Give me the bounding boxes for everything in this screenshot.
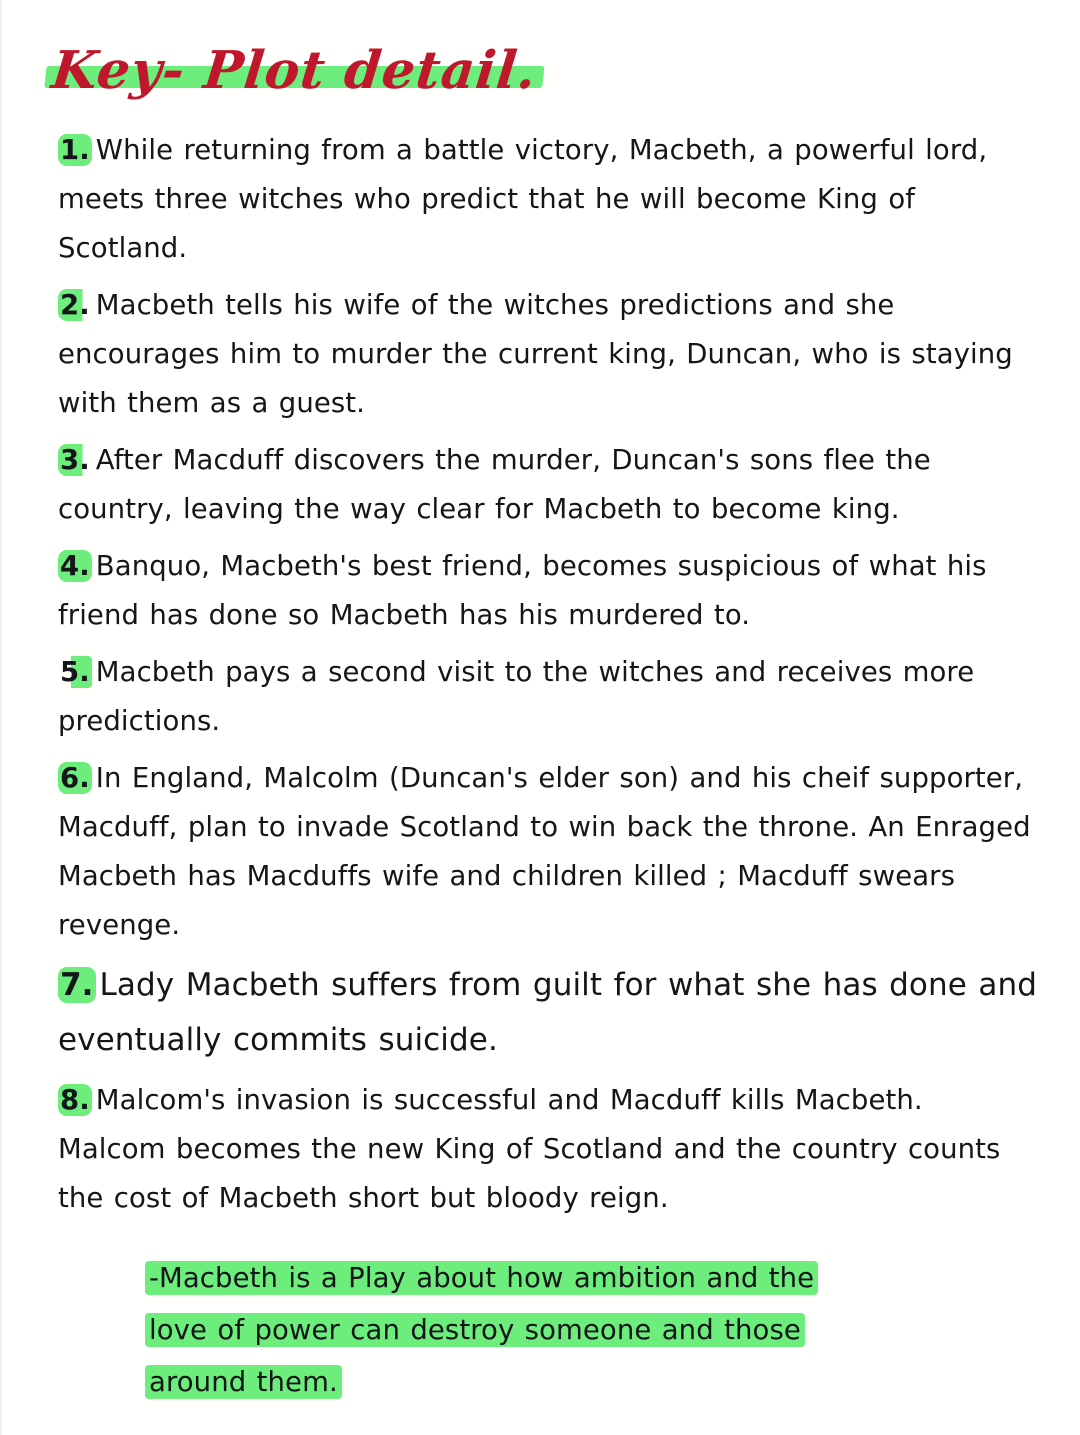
list-item-marker: 3. xyxy=(60,444,90,476)
list-item xyxy=(0,1076,1080,1223)
list-item xyxy=(0,958,1080,1068)
list-item-text: Malcom's invasion is successful and Macduff kills Macbeth. Malcom becomes the new King of Scotland and the country counts the cost of Macbeth short but bloody reign. xyxy=(58,1084,1001,1214)
summary-block xyxy=(145,1252,885,1408)
list-item-marker: 6. xyxy=(60,762,90,794)
list-item-marker: 5. xyxy=(60,656,90,688)
list-item-text: Banquo, Macbeth's best friend, becomes suspicious of what his friend has done so Macbeth has his murdered to. xyxy=(58,550,987,631)
list-item xyxy=(0,281,1080,428)
list-item-marker: 2. xyxy=(60,289,90,321)
list-item-text: In England, Malcolm (Duncan's elder son) and his cheif supporter, Macduff, plan to invade Scotland to win back the throne. An Enraged Macbeth has Macduffs wife and children killed ; Macduff swears revenge. xyxy=(58,762,1031,941)
page-title-script xyxy=(48,34,540,108)
summary-line-text: -Macbeth is a Play about how ambition and the xyxy=(145,1261,818,1295)
summary-line xyxy=(145,1252,885,1304)
list-item-text: Lady Macbeth suffers from guilt for what she has done and eventually commits suicide. xyxy=(58,967,1037,1058)
list-item xyxy=(0,436,1080,534)
list-item xyxy=(0,754,1080,950)
list-item-text: Macbeth pays a second visit to the witches and receives more predictions. xyxy=(58,656,975,737)
summary-line-text: around them. xyxy=(145,1365,342,1399)
list-item xyxy=(0,648,1080,746)
list-item-text: After Macduff discovers the murder, Duncan's sons flee the country, leaving the way clear for Macbeth to become king. xyxy=(58,444,931,525)
summary-line xyxy=(145,1356,885,1408)
list-item-text: While returning from a battle victory, Macbeth, a powerful lord, meets three witches who predict that he will become King of Scotland. xyxy=(58,134,988,264)
list-item xyxy=(0,542,1080,640)
page-title xyxy=(48,34,540,108)
list-item-text: Macbeth tells his wife of the witches predictions and she encourages him to murder the current king, Duncan, who is staying with them as a guest. xyxy=(58,289,1013,419)
list-item-marker: 4. xyxy=(60,550,90,582)
page-title-text: Key- Plot detail. xyxy=(48,40,540,101)
list-item-marker: 7. xyxy=(60,967,94,1003)
plot-points-list xyxy=(0,126,1080,1231)
list-item-marker: 1. xyxy=(60,134,90,166)
summary-line-text: love of power can destroy someone and those xyxy=(145,1313,805,1347)
list-item-marker: 8. xyxy=(60,1084,90,1116)
summary-line xyxy=(145,1304,885,1356)
list-item xyxy=(0,126,1080,273)
